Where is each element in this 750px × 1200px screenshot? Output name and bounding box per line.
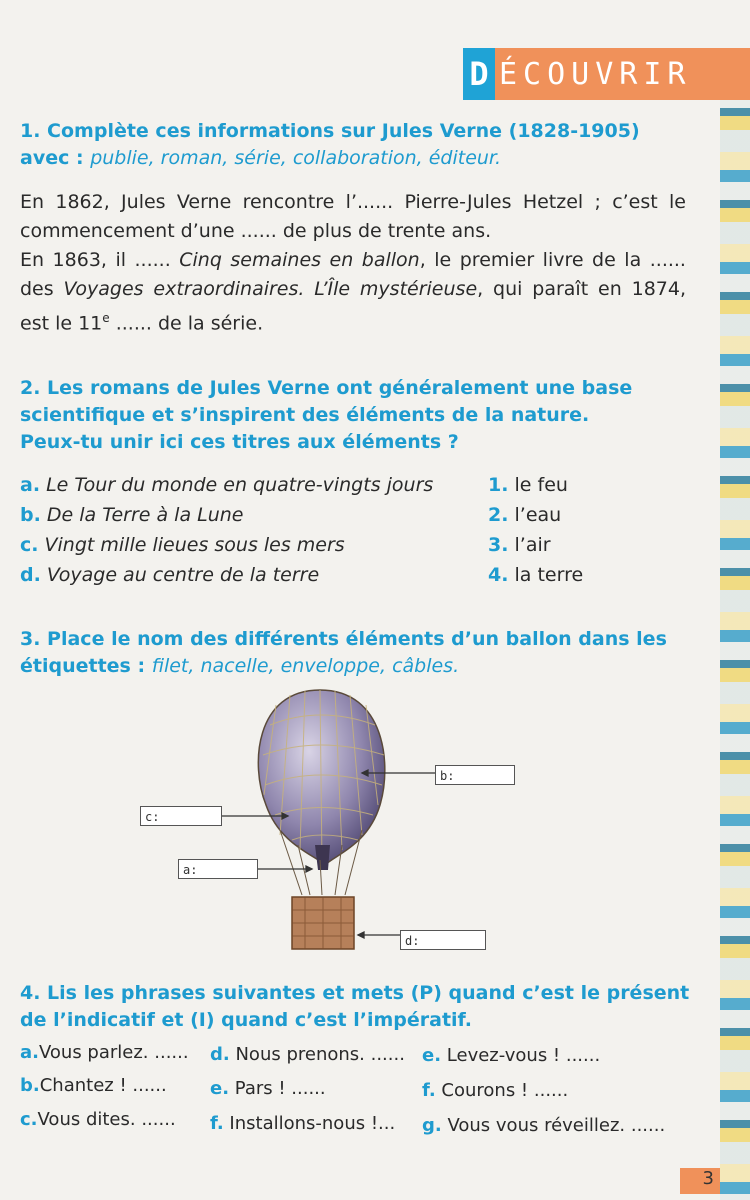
item-label: a.	[20, 474, 41, 496]
item-label: c.	[20, 534, 39, 556]
item-text: la terre	[514, 564, 584, 586]
q3-word-list: filet, nacelle, enveloppe, câbles.	[151, 655, 460, 677]
q3-title-etiquettes: étiquettes :	[20, 655, 152, 677]
item-text: Le Tour du monde en quatre-vingts jours	[46, 474, 434, 496]
item-label: e.	[210, 1078, 230, 1099]
q1-p2-series-title: Voyages extraordinaires. L’Île mystérieuse	[63, 278, 478, 300]
q2-title-line3: Peux-tu unir ici ces titres aux éléments ?	[20, 431, 459, 453]
item-label: 2.	[488, 504, 509, 526]
page-edge-decoration	[720, 60, 750, 1200]
page-number: 3	[680, 1168, 720, 1194]
q3-title	[20, 626, 667, 680]
q2-elements-list	[488, 470, 583, 590]
list-item	[488, 530, 583, 560]
item-text: Levez-vous ! ......	[446, 1045, 601, 1066]
label-box-a[interactable]: a:	[178, 859, 258, 879]
q4-item	[422, 1078, 568, 1104]
item-text: Vous vous réveillez. ......	[447, 1115, 666, 1136]
q4-item	[210, 1042, 405, 1068]
item-text: l’air	[514, 534, 551, 556]
q1-p2-part-e: , qui paraît en 1874, est le 11	[20, 278, 686, 335]
section-banner	[463, 48, 750, 100]
q4-item	[20, 1040, 189, 1066]
q4-title-line1: 4. Lis les phrases suivantes et mets (P) quand c’est le présent	[20, 982, 690, 1004]
q1-word-list: publie, roman, série, collaboration, éditeur.	[90, 147, 502, 169]
item-label: e.	[422, 1045, 442, 1066]
q4-title-line2: de l’indicatif et (I) quand c’est l’impératif.	[20, 1009, 473, 1031]
q2-title-line2: scientifique et s’inspirent des éléments de la nature.	[20, 404, 590, 426]
q4-item	[422, 1043, 600, 1069]
q4-title	[20, 980, 689, 1034]
item-text: l’eau	[514, 504, 562, 526]
q4-item	[210, 1111, 395, 1137]
item-label: d.	[20, 564, 41, 586]
item-label: f.	[422, 1080, 436, 1101]
q1-p2-part-c: , le premier livre de la ...... des	[20, 249, 686, 300]
item-text: Vingt mille lieues sous les mers	[44, 534, 345, 556]
q1-title-avec: avec :	[20, 147, 91, 169]
item-label: 1.	[488, 474, 509, 496]
item-label: b.	[20, 504, 41, 526]
list-item	[20, 560, 433, 590]
list-item	[488, 500, 583, 530]
q1-title-line1: 1. Complète ces informations sur Jules Verne (1828-1905)	[20, 120, 640, 142]
q2-titles-list	[20, 470, 433, 590]
label-box-c[interactable]: c:	[140, 806, 222, 826]
item-text: Pars ! ......	[234, 1078, 326, 1099]
item-label: b.	[20, 1075, 40, 1096]
q1-title	[20, 118, 640, 172]
list-item	[488, 560, 583, 590]
q1-paragraph-2	[20, 246, 686, 338]
item-text: Voyage au centre de la terre	[46, 564, 320, 586]
q2-title-line1: 2. Les romans de Jules Verne ont généralement une base	[20, 377, 633, 399]
label-box-b[interactable]: b:	[435, 765, 515, 785]
item-text: Courons ! ......	[441, 1080, 569, 1101]
item-text: Vous parlez. ......	[38, 1042, 189, 1063]
q4-item	[210, 1076, 326, 1102]
q4-item	[20, 1107, 176, 1133]
q1-p2-book-title: Cinq semaines en ballon	[179, 249, 420, 271]
item-text: Chantez ! ......	[39, 1075, 167, 1096]
q1-p2-part-a: En 1863, il ......	[20, 249, 180, 271]
q3-title-line1: 3. Place le nom des différents éléments d’un ballon dans les	[20, 628, 667, 650]
list-item	[20, 530, 433, 560]
banner-text: ÉCOUVRIR	[499, 56, 692, 92]
item-label: d.	[210, 1044, 230, 1065]
item-text: De la Terre à la Lune	[46, 504, 244, 526]
list-item	[20, 500, 433, 530]
list-item	[488, 470, 583, 500]
item-label: 3.	[488, 534, 509, 556]
q4-item	[422, 1113, 665, 1139]
item-text: Nous prenons. ......	[235, 1044, 405, 1065]
banner-first-letter: D	[463, 48, 495, 100]
item-label: 4.	[488, 564, 509, 586]
q1-paragraph-1: En 1862, Jules Verne rencontre l’...... Pierre-Jules Hetzel ; c’est le commencement d’une ...... de plus de trente ans.	[20, 191, 686, 242]
q2-title	[20, 375, 632, 456]
item-label: g.	[422, 1115, 442, 1136]
item-label: f.	[210, 1113, 224, 1134]
q1-p2-part-f: ...... de la série.	[109, 312, 264, 335]
item-text: Vous dites. ......	[37, 1109, 176, 1130]
balloon-neck	[315, 845, 330, 870]
list-item	[20, 470, 433, 500]
q1-p2-superscript: e	[102, 311, 110, 325]
item-label: a.	[20, 1042, 39, 1063]
item-label: c.	[20, 1109, 38, 1130]
item-text: le feu	[514, 474, 568, 496]
item-text: Installons-nous !...	[229, 1113, 396, 1134]
q4-item	[20, 1073, 167, 1099]
label-box-d[interactable]: d:	[400, 930, 486, 950]
